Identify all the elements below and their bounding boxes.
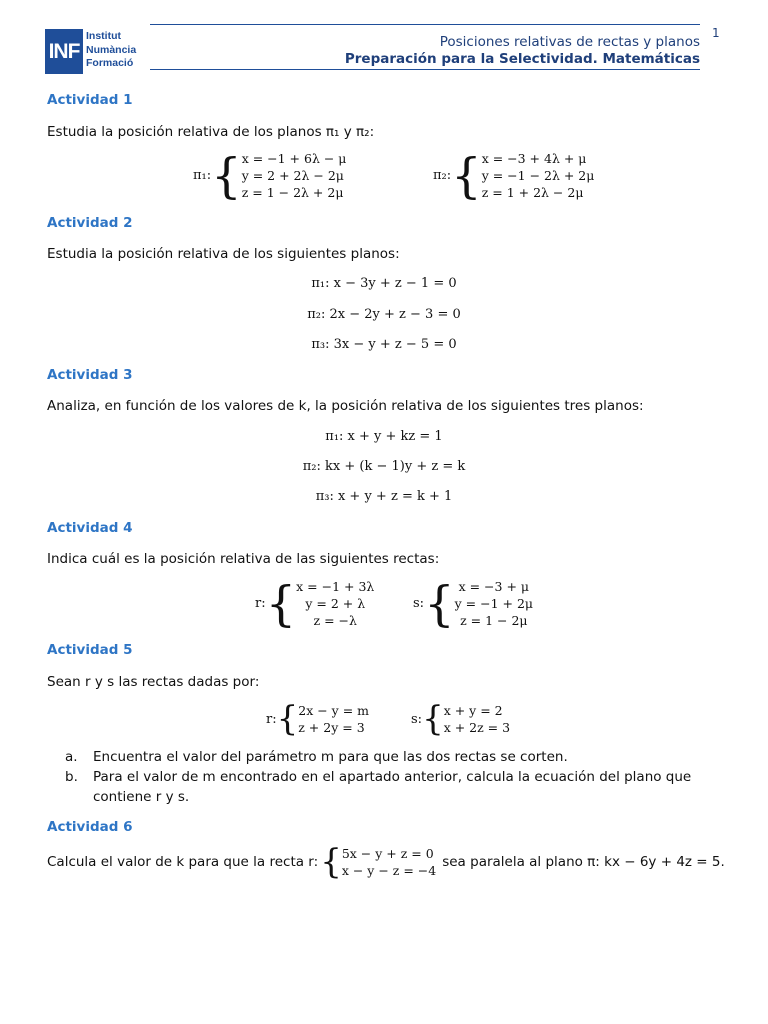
activity-6-statement: Calcula el valor de k para que la recta r: { 5x − y + z = 0 x − y − z = −4 sea paralela al plano π: kx − 6y + 4z = 5. [47,842,725,882]
activity-3-heading: Actividad 3 [47,367,133,383]
activity-5-task-list [65,747,691,807]
activity-4-heading: Actividad 4 [47,520,133,536]
brace-icon: { [320,842,342,882]
activity-1-prompt: Estudia la posición relativa de los planos π₁ y π₂: [47,124,375,140]
list-item: contiene r y s. [93,789,190,805]
activity-3-equation-3: π₃: x + y + z = k + 1 [315,489,453,504]
plane-2-label: π₂: [433,168,452,183]
activity-4-prompt: Indica cuál es la posición relativa de las siguientes rectas: [47,551,440,567]
header-subtitle: Preparación para la Selectividad. Matemáticas [344,51,700,67]
logo-mark: INF [45,29,83,74]
header-title: Posiciones relativas de rectas y planos [439,34,700,50]
line-s-label: s: [411,711,423,727]
activity-3-equation-1: π₁: x + y + kz = 1 [325,429,443,444]
activity-5-heading: Actividad 5 [47,642,133,658]
activity-5-prompt: Sean r y s las rectas dadas por: [47,674,260,690]
list-item: a. Encuentra el valor del parámetro m para que las dos rectas se corten. [65,749,568,765]
logo-text: Institut Numància Formació [86,30,137,69]
institute-logo [45,29,145,74]
brace-icon: { [451,147,482,204]
brace-icon: { [265,575,297,632]
activity-2-prompt: Estudia la posición relativa de los siguientes planos: [47,246,400,262]
activity-5-line-s-system: s: { x + y = 2 x + 2z = 3 [411,699,511,739]
brace-icon: { [422,699,444,739]
list-item: b. Para el valor de m encontrado en el apartado anterior, calcula la ecuación del plano que [65,769,692,785]
activity-2-equation-2: π₂: 2x − 2y + z − 3 = 0 [307,307,461,322]
brace-icon: { [424,575,455,632]
brace-icon: { [276,699,299,739]
activity-1-heading: Actividad 1 [47,92,133,108]
plane-1-label: π₁: [193,168,212,183]
line-r-label: r: [266,711,277,727]
activity-3-prompt: Analiza, en función de los valores de k, la posición relativa de los siguientes tres planos: [47,398,644,414]
activity-5-line-r-system: r: { 2x − y = m z + 2y = 3 [266,699,370,739]
activity-1-plane-2-system: π₂: { x = −3 + 4λ + μ y = −1 − 2λ + 2μ z = 1 + 2λ − 2μ [433,147,595,204]
activity-6-prompt-end: sea paralela al plano π: kx − 6y + 4z = 5. [442,854,725,870]
activity-3-equation-2: π₂: kx + (k − 1)y + z = k [302,459,466,474]
activity-2-heading: Actividad 2 [47,215,133,231]
header-top-rule [150,24,700,25]
line-s-label: s: [413,596,425,611]
activity-4-line-r-system: r: { x = −1 + 3λ y = 2 + λ z = −λ [255,575,375,632]
line-r-label: r: [255,596,266,611]
header-bottom-rule [150,69,700,70]
activity-4-line-s-system: s: { x = −3 + μ y = −1 + 2μ z = 1 − 2μ [413,575,534,632]
activity-6-prompt-start: Calcula el valor de k para que la recta r: [47,854,319,870]
activity-6-heading: Actividad 6 [47,819,133,835]
activity-2-equation-3: π₃: 3x − y + z − 5 = 0 [311,337,457,352]
activity-2-equation-1: π₁: x − 3y + z − 1 = 0 [311,276,457,291]
brace-icon: { [211,147,242,204]
page-number: 1 [712,26,720,40]
activity-1-plane-1-system: π₁: { x = −1 + 6λ − μ y = 2 + 2λ − 2μ z = 1 − 2λ + 2μ [193,147,347,204]
